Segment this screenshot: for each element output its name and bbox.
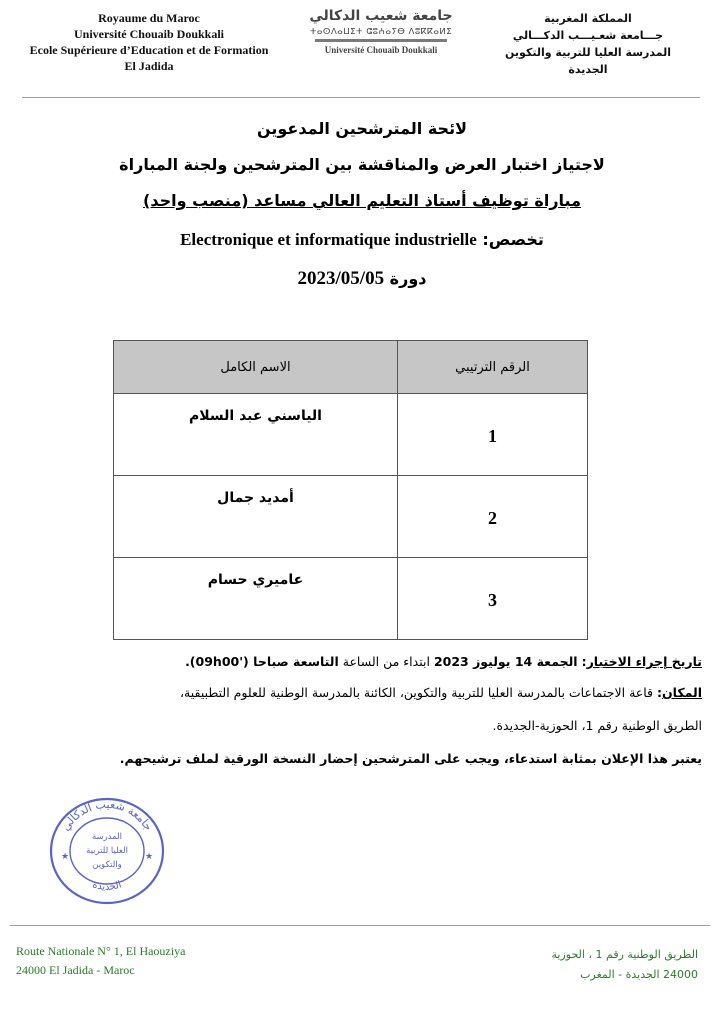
- name-cell: أمديد جمال: [114, 476, 398, 558]
- table-row: [114, 558, 588, 640]
- exam-date-time: التاسعة صباحا ('09h00).: [185, 654, 339, 669]
- name-cell: الياسني عبد السلام: [114, 394, 398, 476]
- header-institution-ar: [488, 10, 688, 78]
- candidates-table: [113, 340, 588, 640]
- session-line: [0, 268, 724, 290]
- rank-cell: 1: [398, 394, 588, 476]
- footer-address-ar: [520, 945, 698, 985]
- stamp-outer-top-text: جامعة شعيب الدكالي: [59, 797, 156, 834]
- header-fr-line: Ecole Supérieure d’Education et de Formation: [29, 43, 269, 57]
- university-logo: [306, 8, 456, 55]
- exam-date-line: [42, 646, 702, 677]
- exam-place-text: قاعة الاجتماعات بالمدرسة العليا للتربية والتكوين، الكائنة بالمدرسة الوطنية للعلوم التطبيقية،: [180, 685, 654, 700]
- exam-date-from: ابتداء من الساعة: [342, 654, 430, 669]
- exam-place-label: المكان: [662, 685, 702, 700]
- exam-date-label: تاريخ إجراء الاختبار: [586, 654, 702, 669]
- logo-arabic-text: جامعة شعيب الدكالي: [309, 8, 453, 24]
- header-ar-line: المدرسة العليا للتربية والتكوين: [505, 46, 671, 59]
- title-line-2: لاجتياز اختبار العرض والمناقشة بين المترشحين ولجنة المباراة: [119, 155, 605, 174]
- stamp-star-icon: ★: [145, 852, 154, 862]
- footer-ar-line: الطريق الوطنية رقم 1 ، الحوزية: [551, 948, 698, 961]
- footer-divider: [10, 925, 710, 926]
- column-header-full-name: الاسم الكامل: [114, 341, 398, 394]
- table-header-row: [114, 341, 588, 394]
- header-ar-line: جـــامعة شعـيـــب الدكـــالي: [512, 29, 664, 42]
- exam-place-line: المكان: قاعة الاجتماعات بالمدرسة العليا للتربية والتكوين، الكائنة بالمدرسة الوطنية للعلوم التطبيقية،: [180, 685, 702, 700]
- rank-cell: 2: [398, 476, 588, 558]
- convocation-notice: يعتبر هذا الإعلان بمثابة استدعاء، ويجب على المترشحين إحضار النسخة الورقية لملف ترشيحهم.: [119, 751, 702, 766]
- footer-fr-line: Route Nationale N° 1, El Haouziya: [16, 944, 186, 958]
- footer-ar-line: 24000 الجديدة - المغرب: [580, 968, 698, 981]
- header-fr-line: Université Chouaib Doukkali: [73, 27, 225, 41]
- specialty-value: Electronique et informatique industrielle: [180, 230, 477, 249]
- logo-french-text: Université Chouaïb Doukkali: [324, 45, 438, 55]
- title-line-3-text: مباراة توظيف أستاذ التعليم العالي مساعد (منصب واحد): [143, 191, 581, 210]
- header-fr-line: El Jadida: [124, 59, 174, 73]
- official-stamp: [48, 795, 166, 905]
- session-label: دورة: [389, 269, 427, 288]
- footer-fr-line: 24000 El Jadida - Maroc: [16, 963, 135, 977]
- svg-text:الجديدة: [91, 879, 123, 893]
- stamp-inner-line: العليا للتربية: [86, 846, 128, 856]
- exam-date-day: الجمعة 14 يوليوز 2023: [433, 654, 578, 669]
- specialty-line: [0, 230, 724, 250]
- name-cell: عاميري حسام: [114, 558, 398, 640]
- header-fr-line: Royaume du Maroc: [98, 11, 200, 25]
- logo-tifinagh-text: ⵜⴰⵙⴷⴰⵡⵉⵜ ⵛⵓⵄⴰⵢⴱ ⴷⵓⴽⴽⴰⵍⵉ: [309, 27, 453, 37]
- session-date: 2023/05/05: [297, 268, 385, 289]
- header-ar-line: المملكة المغربية: [544, 12, 632, 25]
- title-line-3: [0, 191, 724, 210]
- specialty-label: تخصص:: [482, 230, 544, 249]
- table-row: [114, 476, 588, 558]
- exam-place-line-2: الطريق الوطنية رقم 1، الحوزية-الجديدة.: [492, 718, 702, 733]
- stamp-inner-line: والتكوين: [92, 860, 122, 870]
- table-row: [114, 394, 588, 476]
- column-header-rank: الرقم الترتيبي: [398, 341, 588, 394]
- stamp-star-icon: ★: [61, 852, 70, 862]
- header-divider: [22, 97, 700, 98]
- header-institution-fr: [14, 10, 284, 74]
- logo-rule: [315, 39, 447, 42]
- exam-date-separator: :: [581, 654, 587, 669]
- footer-address-fr: [16, 942, 185, 980]
- stamp-inner-line: المدرسة: [91, 832, 123, 842]
- title-line-1: لائحة المترشحين المدعوين: [256, 119, 468, 138]
- stamp-outer-bottom-text: الجديدة: [90, 879, 124, 893]
- header-ar-line: الجديدة: [568, 63, 608, 76]
- svg-text:جامعة شعيب الدكالي: [59, 798, 155, 833]
- rank-cell: 3: [398, 558, 588, 640]
